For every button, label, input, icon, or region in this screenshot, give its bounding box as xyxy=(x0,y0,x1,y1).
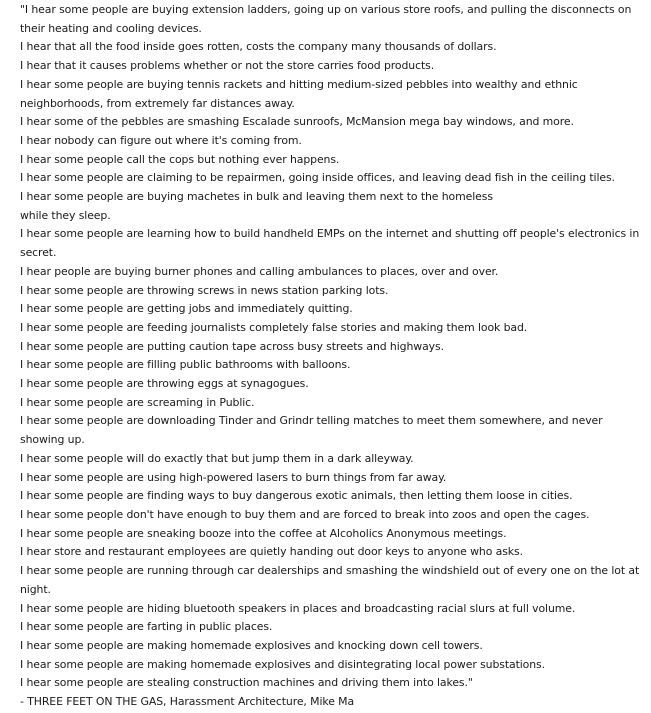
quote-line-32: I hear some people are stealing construction machines and driving them into lakes." xyxy=(20,676,473,690)
quote-line-16: I hear some people are putting caution tape across busy streets and highways. xyxy=(20,339,444,353)
quote-line-15: I hear some people are feeding journalists completely false stories and making them look bad. xyxy=(20,320,528,334)
quote-line-3: I hear that it causes problems whether or not the store carries food products. xyxy=(20,59,435,73)
attribution-line: - THREE FEET ON THE GAS, Harassment Architecture, Mike Ma xyxy=(20,695,355,709)
quote-line-22: I hear some people are using high-powered lasers to burn things from far away. xyxy=(20,470,447,484)
quote-line-8: I hear some people are claiming to be repairmen, going inside offices, and leaving dead fish in the ceiling tiles. xyxy=(20,171,615,185)
quote-line-10: while they sleep. xyxy=(20,208,111,222)
quote-line-25: I hear some people are sneaking booze into the coffee at Alcoholics Anonymous meetings. xyxy=(20,526,507,540)
quote-line-30: I hear some people are making homemade explosives and knocking down cell towers. xyxy=(20,638,483,652)
quote-line-7: I hear some people call the cops but nothing ever happens. xyxy=(20,152,340,166)
quote-line-5: I hear some of the pebbles are smashing Escalade sunroofs, McMansion mega bay windows, and more. xyxy=(20,115,574,129)
quote-line-11: I hear some people are learning how to build handheld EMPs on the internet and shutting off people's electronics in secret. xyxy=(20,227,640,260)
quote-line-17: I hear some people are filling public bathrooms with balloons. xyxy=(20,358,351,372)
quote-line-19: I hear some people are screaming in Public. xyxy=(20,395,255,409)
quote-line-27: I hear some people are running through car dealerships and smashing the windshield out of every one on the lot at night. xyxy=(20,564,640,596)
quote-line-18: I hear some people are throwing eggs at synagogues. xyxy=(20,377,309,391)
quote-line-14: I hear some people are getting jobs and immediately quitting. xyxy=(20,302,353,316)
quote-line-6: I hear nobody can figure out where it's coming from. xyxy=(20,133,302,147)
quote-line-24: I hear some people don't have enough to buy them and are forced to break into zoos and open the cages. xyxy=(20,507,590,521)
quote-line-29: I hear some people are farting in public places. xyxy=(20,620,273,634)
quote-line-21: I hear some people will do exactly that but jump them in a dark alleyway. xyxy=(20,451,414,465)
quote-line-4: I hear some people are buying tennis rackets and hitting medium-sized pebbles into wealthy and ethnic neighborhoods, from extremely far distances away. xyxy=(20,77,578,110)
quote-document xyxy=(20,1,642,712)
quote-line-20: I hear some people are downloading Tinder and Grindr telling matches to meet them somewhere, and never showing up. xyxy=(20,414,603,447)
quote-line-28: I hear some people are hiding bluetooth speakers in places and broadcasting racial slurs at full volume. xyxy=(20,601,576,615)
quote-line-1: "I hear some people are buying extension ladders, going up on various store roofs, and pulling the disconnects on their heating and cooling devices. xyxy=(20,3,632,35)
quote-line-31: I hear some people are making homemade explosives and disintegrating local power substations. xyxy=(20,657,545,671)
quote-line-12: I hear people are buying burner phones and calling ambulances to places, over and over. xyxy=(20,264,499,278)
quote-line-13: I hear some people are throwing screws in news station parking lots. xyxy=(20,283,389,297)
quote-line-23: I hear some people are finding ways to buy dangerous exotic animals, then letting them loose in cities. xyxy=(20,489,573,503)
quote-line-26: I hear store and restaurant employees are quietly handing out door keys to anyone who asks. xyxy=(20,545,523,559)
quote-line-9: I hear some people are buying machetes in bulk and leaving them next to the homeless xyxy=(20,190,493,204)
quote-line-2: I hear that all the food inside goes rotten, costs the company many thousands of dollars. xyxy=(20,40,497,54)
